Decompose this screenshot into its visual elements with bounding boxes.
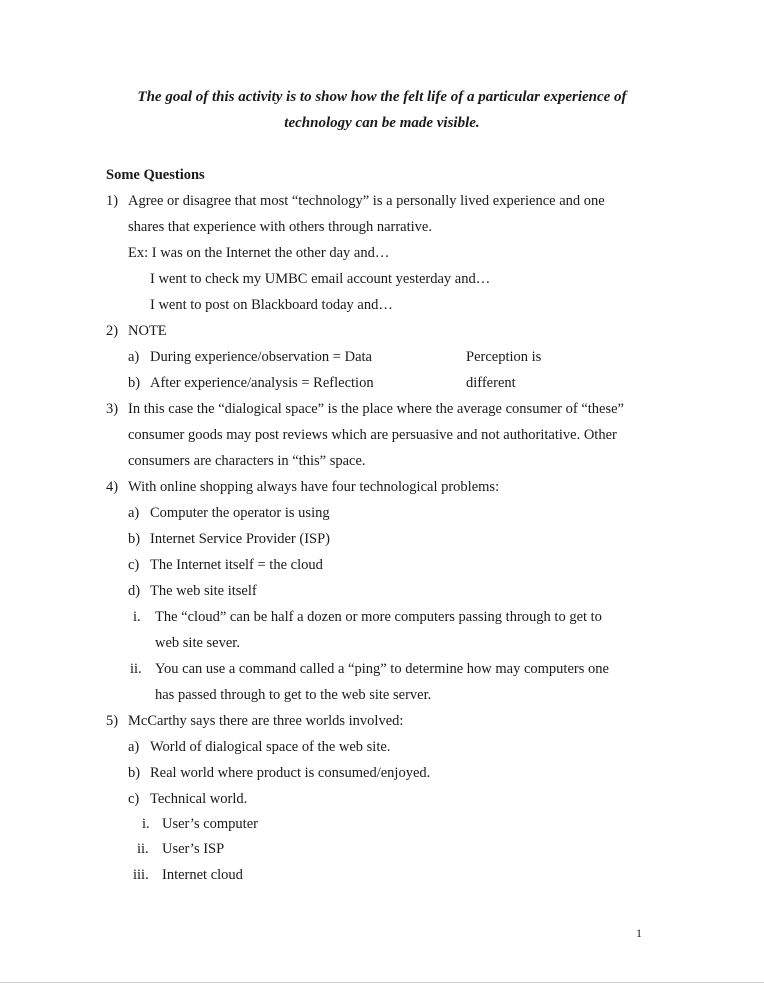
q1-text-line-2: shares that experience with others through narrative. bbox=[128, 219, 432, 235]
q5-ii-label: ii. bbox=[137, 841, 149, 857]
page-number: 1 bbox=[636, 926, 642, 940]
q2-side-note-2: different bbox=[466, 375, 516, 391]
q4-b-label: b) bbox=[128, 531, 141, 547]
q4-ii-text-line-2: has passed through to get to the web site server. bbox=[155, 687, 432, 703]
q5-iii-label: iii. bbox=[133, 867, 149, 883]
q5-i-text: User’s computer bbox=[162, 816, 258, 832]
q5-number: 5) bbox=[106, 713, 119, 729]
goal-line-1: The goal of this activity is to show how the felt life of a particular experience of bbox=[137, 89, 627, 105]
q1-example-2: I went to check my UMBC email account yesterday and… bbox=[150, 271, 491, 287]
q5-c-label: c) bbox=[128, 791, 140, 807]
q3-text-line-1: In this case the “dialogical space” is the place where the average consumer of “these” bbox=[128, 401, 624, 417]
q2-side-note-1: Perception is bbox=[466, 349, 542, 365]
q4-ii-label: ii. bbox=[130, 661, 142, 677]
section-heading: Some Questions bbox=[106, 167, 205, 183]
q1-example-1: Ex: I was on the Internet the other day and… bbox=[128, 245, 390, 261]
q2-number: 2) bbox=[106, 323, 119, 339]
q2-text: NOTE bbox=[128, 323, 167, 339]
q4-a-label: a) bbox=[128, 505, 140, 521]
q1-text-line-1: Agree or disagree that most “technology” is a personally lived experience and one bbox=[128, 193, 605, 209]
q3-text-line-3: consumers are characters in “this” space. bbox=[128, 453, 366, 469]
q4-i-text-line-1: The “cloud” can be half a dozen or more computers passing through to get to bbox=[155, 609, 602, 625]
q1-example-3: I went to post on Blackboard today and… bbox=[150, 297, 393, 313]
q4-a-text: Computer the operator is using bbox=[150, 505, 330, 521]
q1-number: 1) bbox=[106, 193, 119, 209]
q5-b-label: b) bbox=[128, 765, 141, 781]
q2-b-text: After experience/analysis = Reflection bbox=[150, 375, 374, 391]
q5-i-label: i. bbox=[142, 816, 150, 832]
q3-text-line-2: consumer goods may post reviews which are persuasive and not authoritative. Other bbox=[128, 427, 617, 443]
q4-number: 4) bbox=[106, 479, 119, 495]
q4-d-label: d) bbox=[128, 583, 141, 599]
goal-statement bbox=[80, 84, 684, 136]
q4-d-text: The web site itself bbox=[150, 583, 257, 599]
q4-c-text: The Internet itself = the cloud bbox=[150, 557, 323, 573]
goal-line-2: technology can be made visible. bbox=[284, 115, 480, 131]
q4-i-label: i. bbox=[133, 609, 141, 625]
q4-c-label: c) bbox=[128, 557, 140, 573]
q5-text: McCarthy says there are three worlds involved: bbox=[128, 713, 404, 729]
q4-text: With online shopping always have four technological problems: bbox=[128, 479, 500, 495]
q3-number: 3) bbox=[106, 401, 119, 417]
q5-c-text: Technical world. bbox=[150, 791, 248, 807]
q4-i-text-line-2: web site sever. bbox=[155, 635, 240, 651]
q5-a-label: a) bbox=[128, 739, 140, 755]
q4-ii-text-line-1: You can use a command called a “ping” to determine how may computers one bbox=[155, 661, 609, 677]
q2-a-label: a) bbox=[128, 349, 140, 365]
q5-a-text: World of dialogical space of the web site. bbox=[150, 739, 391, 755]
q5-ii-text: User’s ISP bbox=[162, 841, 225, 857]
q5-iii-text: Internet cloud bbox=[162, 867, 243, 883]
q4-b-text: Internet Service Provider (ISP) bbox=[150, 531, 330, 547]
q2-b-label: b) bbox=[128, 375, 141, 391]
q5-b-text: Real world where product is consumed/enjoyed. bbox=[150, 765, 431, 781]
q2-a-text: During experience/observation = Data bbox=[150, 349, 372, 365]
page-bottom-edge bbox=[0, 982, 764, 983]
